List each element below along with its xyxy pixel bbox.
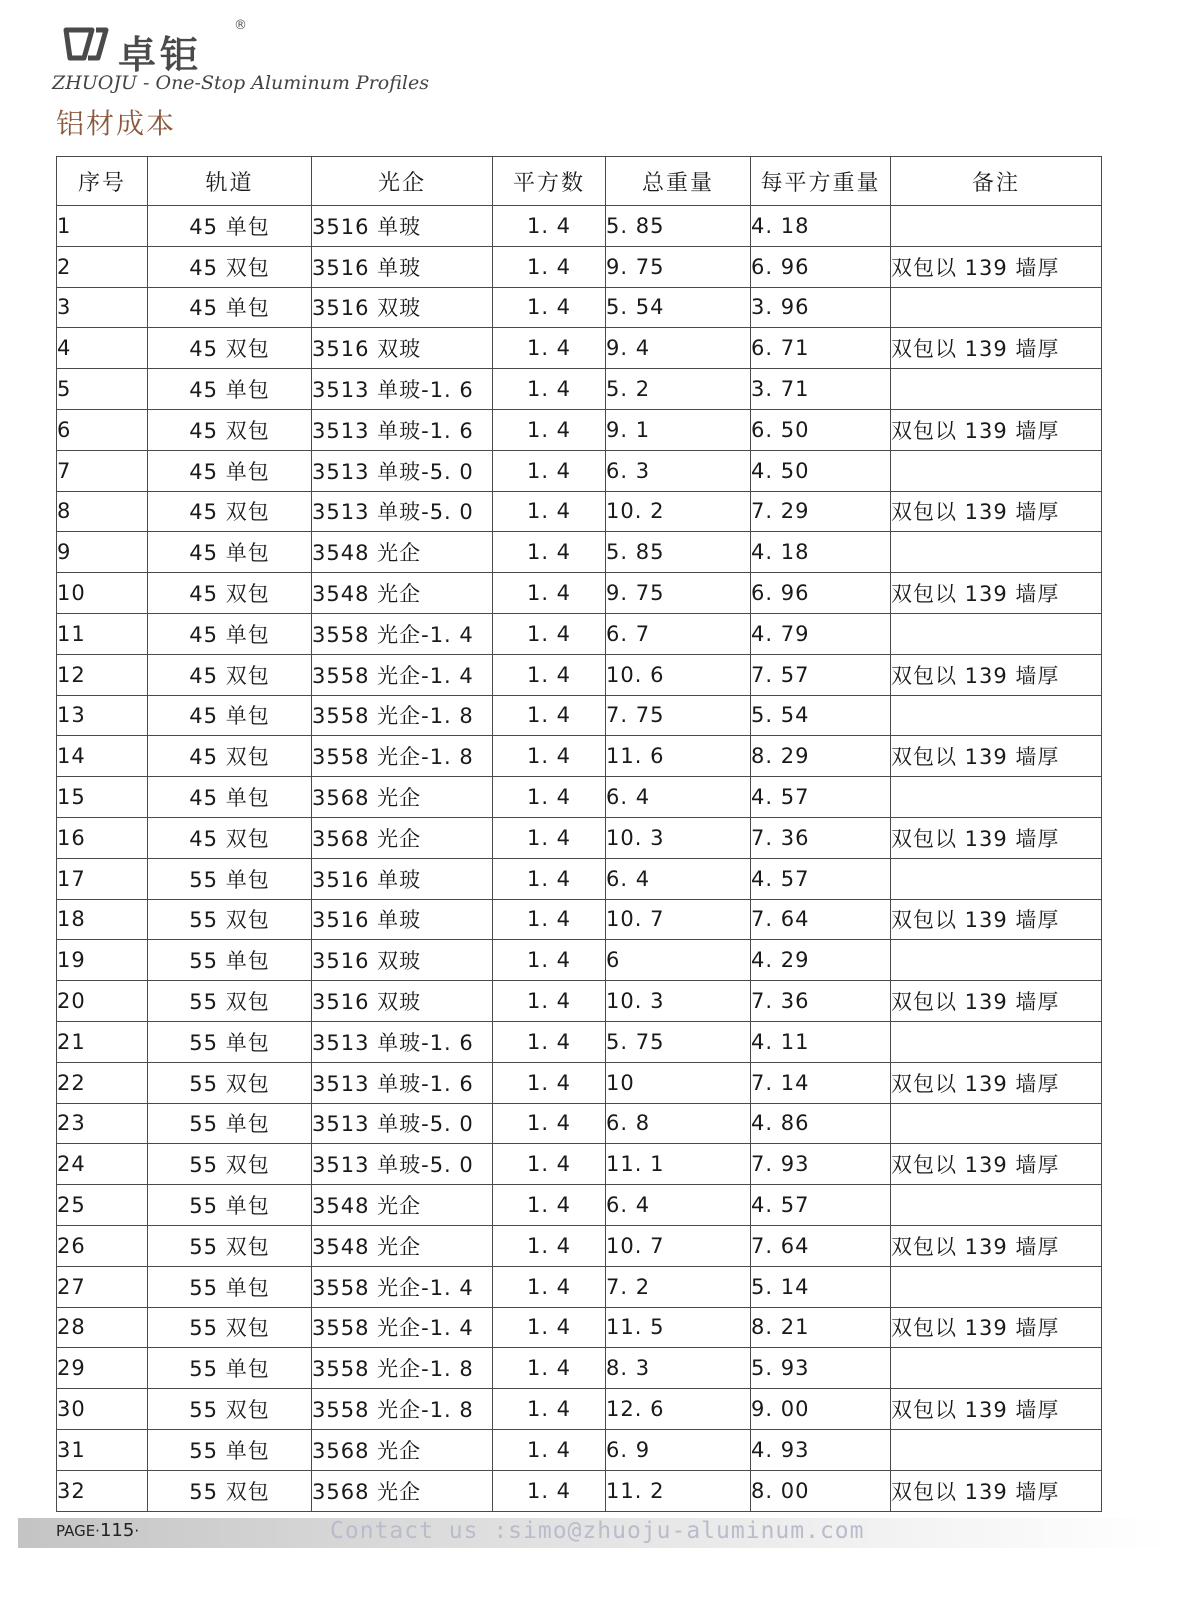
table-row (57, 695, 1102, 736)
cell-no: 13 (57, 695, 148, 736)
table-row (57, 369, 1102, 410)
header-cell-weight-per-sqm: 每平方重量 (751, 157, 891, 206)
cell-note: 双包以 139 墙厚 (891, 409, 1102, 450)
cell-glass: 3558 光企-1. 4 (312, 1266, 493, 1307)
cell-glass: 3516 单玻 (312, 246, 493, 287)
cell-area: 1. 4 (493, 1470, 606, 1511)
table-row (57, 1429, 1102, 1470)
cell-area: 1. 4 (493, 491, 606, 532)
cell-rail: 55 双包 (148, 1062, 312, 1103)
cell-rail: 55 双包 (148, 1470, 312, 1511)
header-cell-total-weight: 总重量 (606, 157, 751, 206)
cell-rail: 55 单包 (148, 1429, 312, 1470)
cell-total-weight: 10. 3 (606, 981, 751, 1022)
cell-area: 1. 4 (493, 1144, 606, 1185)
cell-no: 6 (57, 409, 148, 450)
cost-table (56, 156, 1102, 1512)
cell-weight-per-sqm: 8. 29 (751, 736, 891, 777)
cell-rail: 45 双包 (148, 817, 312, 858)
table-row (57, 1348, 1102, 1389)
cell-no: 7 (57, 450, 148, 491)
cell-no: 27 (57, 1266, 148, 1307)
cell-rail: 45 单包 (148, 695, 312, 736)
page-prefix: PAGE· (56, 1522, 100, 1540)
cell-weight-per-sqm: 6. 71 (751, 328, 891, 369)
cell-no: 10 (57, 573, 148, 614)
cell-no: 21 (57, 1021, 148, 1062)
cell-note: 双包以 139 墙厚 (891, 246, 1102, 287)
cell-area: 1. 4 (493, 817, 606, 858)
cell-total-weight: 10. 6 (606, 654, 751, 695)
header-cell-no: 序号 (57, 157, 148, 206)
cell-glass: 3558 光企-1. 8 (312, 1389, 493, 1430)
cell-glass: 3558 光企-1. 8 (312, 1348, 493, 1389)
cell-area: 1. 4 (493, 695, 606, 736)
cell-note: 双包以 139 墙厚 (891, 1225, 1102, 1266)
cell-no: 29 (57, 1348, 148, 1389)
cell-area: 1. 4 (493, 899, 606, 940)
cell-no: 4 (57, 328, 148, 369)
cell-no: 1 (57, 206, 148, 247)
cell-no: 18 (57, 899, 148, 940)
cell-area: 1. 4 (493, 1185, 606, 1226)
cell-glass: 3548 光企 (312, 1185, 493, 1226)
cell-rail: 55 双包 (148, 1144, 312, 1185)
cell-area: 1. 4 (493, 287, 606, 328)
cell-weight-per-sqm: 4. 79 (751, 613, 891, 654)
cell-note (891, 1021, 1102, 1062)
cell-no: 30 (57, 1389, 148, 1430)
cell-rail: 55 双包 (148, 981, 312, 1022)
cell-glass: 3516 单玻 (312, 206, 493, 247)
cell-weight-per-sqm: 4. 11 (751, 1021, 891, 1062)
cell-total-weight: 6. 7 (606, 613, 751, 654)
cell-total-weight: 9. 75 (606, 246, 751, 287)
cell-note (891, 206, 1102, 247)
cell-note (891, 858, 1102, 899)
cell-total-weight: 11. 5 (606, 1307, 751, 1348)
cell-rail: 45 单包 (148, 287, 312, 328)
cell-glass: 3516 单玻 (312, 899, 493, 940)
cell-weight-per-sqm: 4. 57 (751, 858, 891, 899)
cell-glass: 3568 光企 (312, 1470, 493, 1511)
cell-weight-per-sqm: 7. 64 (751, 899, 891, 940)
cell-rail: 45 双包 (148, 573, 312, 614)
cell-no: 15 (57, 777, 148, 818)
cell-rail: 45 单包 (148, 532, 312, 573)
cell-total-weight: 7. 75 (606, 695, 751, 736)
table-row (57, 450, 1102, 491)
table-row (57, 287, 1102, 328)
cell-glass: 3516 双玻 (312, 940, 493, 981)
cell-total-weight: 6. 4 (606, 858, 751, 899)
cell-note: 双包以 139 墙厚 (891, 736, 1102, 777)
cell-total-weight: 5. 54 (606, 287, 751, 328)
table-row (57, 1225, 1102, 1266)
cell-glass: 3513 单玻-5. 0 (312, 1103, 493, 1144)
cell-weight-per-sqm: 6. 96 (751, 573, 891, 614)
cell-area: 1. 4 (493, 1225, 606, 1266)
cell-note (891, 777, 1102, 818)
table-row (57, 1470, 1102, 1511)
cell-rail: 55 双包 (148, 1225, 312, 1266)
cell-weight-per-sqm: 7. 36 (751, 981, 891, 1022)
cell-glass: 3548 光企 (312, 1225, 493, 1266)
cell-area: 1. 4 (493, 450, 606, 491)
cell-total-weight: 6. 9 (606, 1429, 751, 1470)
cell-note (891, 695, 1102, 736)
cell-glass: 3558 光企-1. 4 (312, 654, 493, 695)
cell-note: 双包以 139 墙厚 (891, 491, 1102, 532)
cell-area: 1. 4 (493, 206, 606, 247)
header-cell-area: 平方数 (493, 157, 606, 206)
table-row (57, 1266, 1102, 1307)
cell-no: 11 (57, 613, 148, 654)
cell-glass: 3568 光企 (312, 1429, 493, 1470)
cell-note (891, 1185, 1102, 1226)
cell-glass: 3558 光企-1. 4 (312, 1307, 493, 1348)
cell-glass: 3513 单玻-1. 6 (312, 1021, 493, 1062)
cell-area: 1. 4 (493, 940, 606, 981)
cell-glass: 3513 单玻-5. 0 (312, 1144, 493, 1185)
cell-rail: 45 双包 (148, 246, 312, 287)
table-row (57, 1307, 1102, 1348)
cell-weight-per-sqm: 6. 50 (751, 409, 891, 450)
cell-note (891, 613, 1102, 654)
cell-total-weight: 5. 85 (606, 206, 751, 247)
cell-weight-per-sqm: 3. 96 (751, 287, 891, 328)
cell-note: 双包以 139 墙厚 (891, 817, 1102, 858)
cell-area: 1. 4 (493, 532, 606, 573)
cell-total-weight: 6. 4 (606, 777, 751, 818)
cell-no: 3 (57, 287, 148, 328)
cell-no: 26 (57, 1225, 148, 1266)
cell-note (891, 369, 1102, 410)
cell-glass: 3516 双玻 (312, 981, 493, 1022)
cell-weight-per-sqm: 3. 71 (751, 369, 891, 410)
table-row (57, 654, 1102, 695)
table-row (57, 736, 1102, 777)
cell-area: 1. 4 (493, 1389, 606, 1430)
cell-area: 1. 4 (493, 736, 606, 777)
cell-total-weight: 9. 75 (606, 573, 751, 614)
cell-area: 1. 4 (493, 981, 606, 1022)
cell-no: 19 (57, 940, 148, 981)
cell-glass: 3558 光企-1. 4 (312, 613, 493, 654)
cell-no: 25 (57, 1185, 148, 1226)
cell-no: 9 (57, 532, 148, 573)
cell-glass: 3568 光企 (312, 777, 493, 818)
cell-glass: 3516 双玻 (312, 287, 493, 328)
cell-weight-per-sqm: 4. 18 (751, 532, 891, 573)
cell-note: 双包以 139 墙厚 (891, 1062, 1102, 1103)
cell-rail: 55 单包 (148, 858, 312, 899)
cell-area: 1. 4 (493, 369, 606, 410)
cell-area: 1. 4 (493, 1103, 606, 1144)
table-row (57, 899, 1102, 940)
cell-rail: 55 双包 (148, 1307, 312, 1348)
cell-total-weight: 6. 4 (606, 1185, 751, 1226)
cell-note: 双包以 139 墙厚 (891, 328, 1102, 369)
cell-no: 31 (57, 1429, 148, 1470)
cell-no: 16 (57, 817, 148, 858)
cell-total-weight: 5. 75 (606, 1021, 751, 1062)
table-row (57, 246, 1102, 287)
cell-weight-per-sqm: 5. 93 (751, 1348, 891, 1389)
cell-area: 1. 4 (493, 1307, 606, 1348)
logo-chinese-name: 卓钜 (118, 32, 203, 77)
cell-glass: 3513 单玻-1. 6 (312, 409, 493, 450)
cell-total-weight: 11. 1 (606, 1144, 751, 1185)
cell-note: 双包以 139 墙厚 (891, 1470, 1102, 1511)
cell-weight-per-sqm: 7. 64 (751, 1225, 891, 1266)
table-row (57, 1389, 1102, 1430)
cell-weight-per-sqm: 5. 14 (751, 1266, 891, 1307)
cell-weight-per-sqm: 4. 57 (751, 777, 891, 818)
table-header-row (57, 157, 1102, 206)
cell-total-weight: 6. 8 (606, 1103, 751, 1144)
cell-total-weight: 10. 7 (606, 1225, 751, 1266)
cell-area: 1. 4 (493, 246, 606, 287)
cell-weight-per-sqm: 4. 93 (751, 1429, 891, 1470)
cell-total-weight: 6 (606, 940, 751, 981)
table-row (57, 491, 1102, 532)
cell-note (891, 532, 1102, 573)
cell-rail: 45 单包 (148, 369, 312, 410)
cell-note (891, 1103, 1102, 1144)
table-row (57, 1103, 1102, 1144)
cell-no: 22 (57, 1062, 148, 1103)
cell-total-weight: 7. 2 (606, 1266, 751, 1307)
cell-rail: 55 单包 (148, 1185, 312, 1226)
brand-tagline: ZHUOJU - One-Stop Aluminum Profiles (52, 72, 429, 94)
cell-area: 1. 4 (493, 1429, 606, 1470)
page-label (56, 1520, 139, 1541)
cell-rail: 55 单包 (148, 1266, 312, 1307)
cell-note: 双包以 139 墙厚 (891, 981, 1102, 1022)
cell-no: 12 (57, 654, 148, 695)
cell-no: 24 (57, 1144, 148, 1185)
cell-area: 1. 4 (493, 654, 606, 695)
cell-total-weight: 10 (606, 1062, 751, 1103)
cell-note (891, 1429, 1102, 1470)
cell-rail: 45 单包 (148, 613, 312, 654)
cell-total-weight: 10. 7 (606, 899, 751, 940)
cell-weight-per-sqm: 7. 93 (751, 1144, 891, 1185)
cell-area: 1. 4 (493, 328, 606, 369)
cell-note (891, 287, 1102, 328)
cell-rail: 45 双包 (148, 409, 312, 450)
cell-note (891, 940, 1102, 981)
table-row (57, 981, 1102, 1022)
cell-rail: 45 单包 (148, 777, 312, 818)
cell-rail: 55 双包 (148, 1389, 312, 1430)
cell-total-weight: 12. 6 (606, 1389, 751, 1430)
cell-rail: 55 单包 (148, 940, 312, 981)
page-number: 115 (99, 1520, 135, 1541)
cell-rail: 55 单包 (148, 1103, 312, 1144)
table-row (57, 1144, 1102, 1185)
cell-rail: 45 单包 (148, 450, 312, 491)
cell-total-weight: 11. 2 (606, 1470, 751, 1511)
cell-no: 2 (57, 246, 148, 287)
cell-area: 1. 4 (493, 1021, 606, 1062)
cell-weight-per-sqm: 7. 29 (751, 491, 891, 532)
cell-rail: 55 双包 (148, 899, 312, 940)
table-row (57, 328, 1102, 369)
cell-total-weight: 5. 2 (606, 369, 751, 410)
cell-glass: 3513 单玻-5. 0 (312, 450, 493, 491)
cell-rail: 45 双包 (148, 328, 312, 369)
cell-note: 双包以 139 墙厚 (891, 1389, 1102, 1430)
cell-rail: 45 双包 (148, 654, 312, 695)
cell-weight-per-sqm: 4. 57 (751, 1185, 891, 1226)
cell-rail: 45 双包 (148, 491, 312, 532)
cell-weight-per-sqm: 6. 96 (751, 246, 891, 287)
cell-area: 1. 4 (493, 1266, 606, 1307)
cell-weight-per-sqm: 8. 21 (751, 1307, 891, 1348)
cell-area: 1. 4 (493, 777, 606, 818)
registered-mark: ® (234, 18, 247, 33)
zhuoju-logo-icon (62, 24, 110, 64)
cell-total-weight: 10. 3 (606, 817, 751, 858)
cell-glass: 3513 单玻-1. 6 (312, 1062, 493, 1103)
cell-no: 14 (57, 736, 148, 777)
cell-no: 8 (57, 491, 148, 532)
cell-rail: 55 单包 (148, 1348, 312, 1389)
cell-weight-per-sqm: 9. 00 (751, 1389, 891, 1430)
cell-note (891, 1266, 1102, 1307)
cell-rail: 45 单包 (148, 206, 312, 247)
cell-total-weight: 11. 6 (606, 736, 751, 777)
cell-area: 1. 4 (493, 573, 606, 614)
page-suffix: · (134, 1522, 140, 1540)
header-cell-note: 备注 (891, 157, 1102, 206)
cell-total-weight: 8. 3 (606, 1348, 751, 1389)
cell-total-weight: 5. 85 (606, 532, 751, 573)
section-title: 铝材成本 (56, 107, 177, 140)
cell-no: 5 (57, 369, 148, 410)
cell-weight-per-sqm: 7. 14 (751, 1062, 891, 1103)
cell-rail: 55 单包 (148, 1021, 312, 1062)
table-row (57, 940, 1102, 981)
cell-no: 17 (57, 858, 148, 899)
header-cell-glass: 光企 (312, 157, 493, 206)
table-row (57, 409, 1102, 450)
table-row (57, 206, 1102, 247)
cell-glass: 3513 单玻-1. 6 (312, 369, 493, 410)
cell-weight-per-sqm: 4. 50 (751, 450, 891, 491)
header-cell-rail: 轨道 (148, 157, 312, 206)
cell-glass: 3558 光企-1. 8 (312, 736, 493, 777)
cell-note: 双包以 139 墙厚 (891, 573, 1102, 614)
cell-no: 32 (57, 1470, 148, 1511)
cell-area: 1. 4 (493, 613, 606, 654)
cell-weight-per-sqm: 7. 57 (751, 654, 891, 695)
cell-area: 1. 4 (493, 858, 606, 899)
cell-glass: 3513 单玻-5. 0 (312, 491, 493, 532)
cell-glass: 3516 双玻 (312, 328, 493, 369)
cell-area: 1. 4 (493, 1062, 606, 1103)
cell-glass: 3548 光企 (312, 532, 493, 573)
cell-weight-per-sqm: 8. 00 (751, 1470, 891, 1511)
cell-weight-per-sqm: 4. 86 (751, 1103, 891, 1144)
cell-total-weight: 6. 3 (606, 450, 751, 491)
contact-email: Contact us :simo@zhuoju-aluminum.com (330, 1518, 865, 1544)
table-row (57, 1021, 1102, 1062)
table-row (57, 1185, 1102, 1226)
table-row (57, 1062, 1102, 1103)
cell-glass: 3558 光企-1. 8 (312, 695, 493, 736)
cell-area: 1. 4 (493, 409, 606, 450)
cell-rail: 45 双包 (148, 736, 312, 777)
table-row (57, 573, 1102, 614)
cell-weight-per-sqm: 4. 29 (751, 940, 891, 981)
cell-note: 双包以 139 墙厚 (891, 654, 1102, 695)
table-row (57, 613, 1102, 654)
cell-note (891, 1348, 1102, 1389)
table-row (57, 532, 1102, 573)
cell-weight-per-sqm: 7. 36 (751, 817, 891, 858)
table-row (57, 858, 1102, 899)
cell-note: 双包以 139 墙厚 (891, 1307, 1102, 1348)
cell-total-weight: 10. 2 (606, 491, 751, 532)
cell-total-weight: 9. 1 (606, 409, 751, 450)
cell-note: 双包以 139 墙厚 (891, 899, 1102, 940)
cell-note (891, 450, 1102, 491)
cell-note: 双包以 139 墙厚 (891, 1144, 1102, 1185)
cell-area: 1. 4 (493, 1348, 606, 1389)
cell-glass: 3548 光企 (312, 573, 493, 614)
cell-glass: 3516 单玻 (312, 858, 493, 899)
cell-glass: 3568 光企 (312, 817, 493, 858)
cell-weight-per-sqm: 5. 54 (751, 695, 891, 736)
cell-weight-per-sqm: 4. 18 (751, 206, 891, 247)
cell-no: 23 (57, 1103, 148, 1144)
table-row (57, 817, 1102, 858)
table-row (57, 777, 1102, 818)
cell-no: 28 (57, 1307, 148, 1348)
cell-total-weight: 9. 4 (606, 328, 751, 369)
cell-no: 20 (57, 981, 148, 1022)
